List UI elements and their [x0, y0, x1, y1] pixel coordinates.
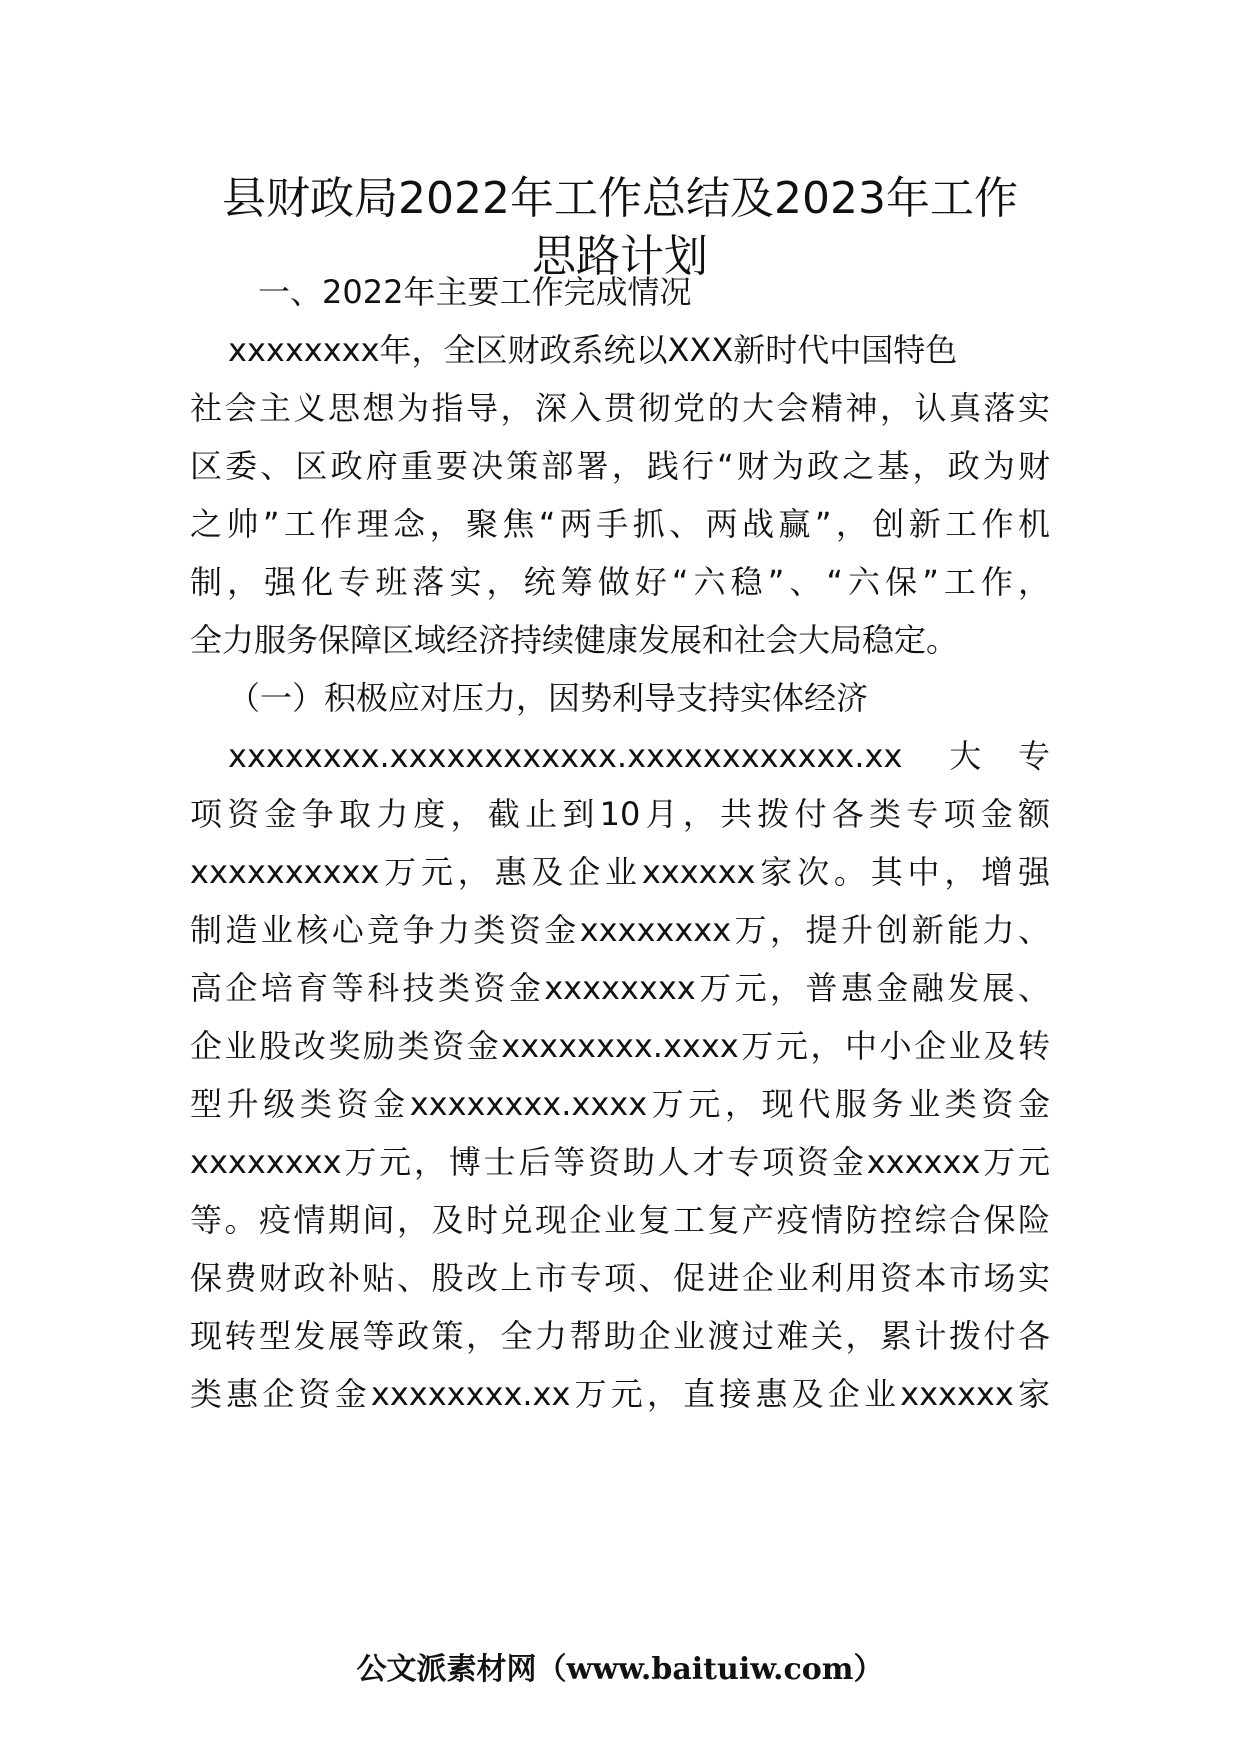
paragraph-line: xxxxxxxxxx万元，惠及企业xxxxxx家次。其中，增强 [190, 853, 1050, 891]
paragraph-line: xxxxxxxx万元，博士后等资助人才专项资金xxxxxx万元 [190, 1143, 1050, 1181]
paragraph-line: 现转型发展等政策，全力帮助企业渡过难关，累计拨付各 [190, 1317, 1050, 1355]
title-line-2: 思路计划 [532, 231, 708, 282]
paragraph-line: 保费财政补贴、股改上市专项、促进企业利用资本市场实 [190, 1259, 1050, 1297]
subsection-heading: （一）积极应对压力，因势利导支持实体经济 [228, 679, 869, 717]
paragraph-line: 等。疫情期间，及时兑现企业复工复产疫情防控综合保险 [190, 1201, 1050, 1239]
footer-watermark-text: 公文派素材网（www.baituiw.com） [356, 1652, 884, 1687]
paragraph-line: 制，强化专班落实，统筹做好“六稳”、“六保”工作， [190, 563, 1050, 601]
paragraph-line: xxxxxxxx年，全区财政系统以XXX新时代中国特色 [228, 331, 958, 369]
document-title [190, 170, 1050, 286]
paragraph-line: 型升级类资金xxxxxxxx.xxxx万元，现代服务业类资金 [190, 1085, 1050, 1123]
paragraph-line: 区委、区政府重要决策部署，践行“财为政之基，政为财 [190, 447, 1050, 485]
paragraph-line: 类惠企资金xxxxxxxx.xx万元，直接惠及企业xxxxxx家 [190, 1375, 1050, 1413]
paragraph-line: 之帅”工作理念，聚焦“两手抓、两战赢”，创新工作机 [190, 505, 1050, 543]
section-heading: 一、2022年主要工作完成情况 [258, 273, 692, 311]
paragraph-line: xxxxxxxx.xxxxxxxxxxxx.xxxxxxxxxxxx.xx 大专 [228, 737, 1050, 775]
paragraph-line: 全力服务保障区域经济持续健康发展和社会大局稳定。 [190, 621, 959, 659]
paragraph-line: 企业股改奖励类资金xxxxxxxx.xxxx万元，中小企业及转 [190, 1027, 1050, 1065]
title-line-1: 县财政局2022年工作总结及2023年工作 [222, 173, 1018, 224]
paragraph-line: 制造业核心竞争力类资金xxxxxxxx万，提升创新能力、 [190, 911, 1050, 949]
paragraph-line: 项资金争取力度，截止到10月，共拨付各类专项金额 [190, 795, 1050, 833]
paragraph-line: 高企培育等科技类资金xxxxxxxx万元，普惠金融发展、 [190, 969, 1050, 1007]
paragraph-line: 社会主义思想为指导，深入贯彻党的大会精神，认真落实 [190, 389, 1050, 427]
